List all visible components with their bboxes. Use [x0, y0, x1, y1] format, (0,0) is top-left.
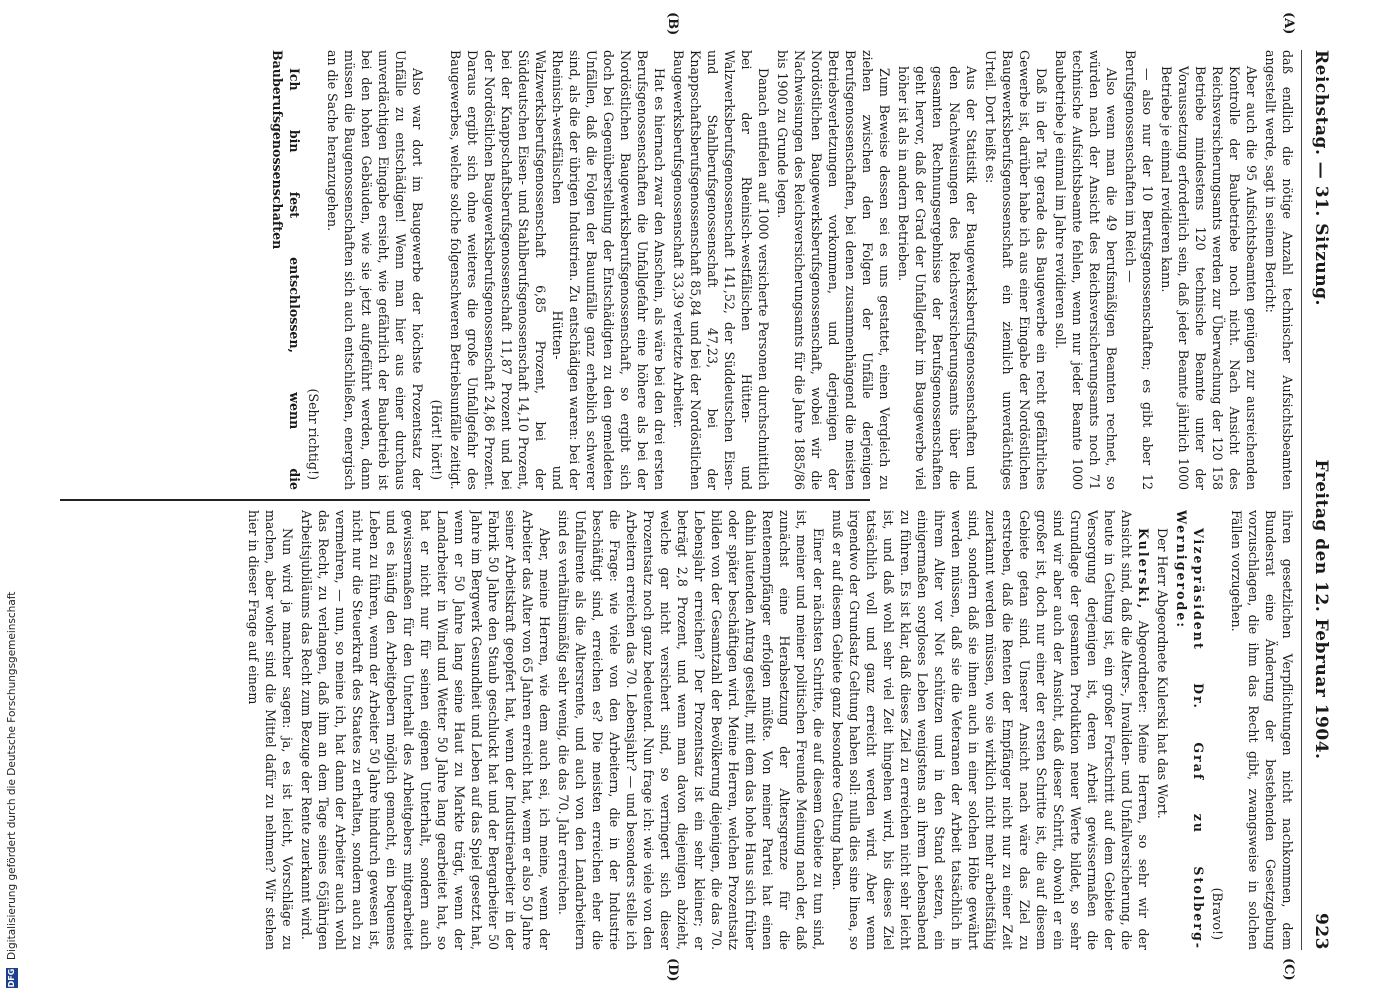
paragraph: Ich bin fest entschlossen, wenn die Bauberufsgenossenschaften [270, 50, 302, 490]
right-column [56, 510, 1296, 950]
paragraph: Nun wird ja mancher sagen: ja, es ist leicht, Vorschläge zu machen, aber woher sind die Mittel dafür zu nehmen? Wir stehen hier in dieser Frage auf einem [246, 510, 295, 950]
quotation: Aber auch die 95 Aufsichtsbeamten genügen zur ausreichenden Kontrolle der Baubetriebe noch nicht. Nach Ansicht des Reichsversicherungsamts werden zur Überwachung der 120 158 Betriebe mindestens 120 technische Beamte unter der Voraussetzung erforderlich sein, daß jeder Beamte jährlich 1000 Betriebe je einmal revidieren kann. [1159, 66, 1259, 490]
interjection: (Sehr richtig!) [306, 388, 321, 480]
paragraph: Hat es hiernach zwar den Anschein, als wäre bei den drei ersten Berufsgenossenschaften die Unfallgefahr eine höhere als bei der Nordöstlichen Baugewerksberufsgenossenschaft, so ergibt sich doch bei Gegenüberstellung der Entschädigten zu den gemeldeten Unfällen, daß die Folgen der Bauunfälle ganz erheblich schwerer sind, als die der übrigen Industrien. Zu entschädigen waren: bei der Rheinisch-westfälischen Hütten- und Walzwerksberufsgenossenschaft 6,85 Prozent, bei der Süddeutschen Eisen- und Stahlberufsgenossenschaft 14,10 Prozent, bei der Knappschaftsberufsgenossenschaft 11,87 Prozent und bei der Nordöstlichen Baugewerksberufsgenossenschaft 24,86 Prozent. Daraus ergibt sich ohne weiteres die große Unfallgefahr des Baugewerbes, welche solche folgenschweren Betriebsunfälle zeitigt. [448, 50, 667, 490]
paragraph: daß endlich die nötige Anzahl technischer Aufsichtsbeamten angestellt werde, sagt in seinem Bericht: [1263, 50, 1295, 490]
paragraph: Zum Beweise dessen sei es uns gestattet, einen Vergleich zu ziehen zwischen den Folgen der Unfälle derjenigen Berufsgenossenschaften, bei denen zusammenhängend die meisten Betriebsverletzungen vorkommen, und derjenigen der Nordöstlichen Baugewerksberufsgenossenschaft, wobei wir die Nachweisungen des Reichsversicherungsamts für die Jahre 1885/86 bis 1900 zu Grunde legen. [775, 50, 892, 490]
rotated-content [40, 12, 1340, 982]
margin-mark-a: (A) [1281, 12, 1296, 35]
dfg-logo: DFG [7, 968, 16, 988]
margin-mark-c: (C) [1281, 958, 1296, 981]
paragraph: Aber, meine Herren, wie dem auch sei, ich meine, wenn der Arbeiter das Alter von 65 Jahren erreicht hat, wenn er also 50 Jahre seiner Arbeitskraft geopfert hat, wenn der Industriearbeiter in der Fabrik 50 Jahre den Staub geschluckt hat und der Bergarbeiter 50 Jahre im Bergwerk Gesundheit und Leben auf das Spiel gesetzt hat, wenn er 50 Jahre lang seine Haut zu Markte trägt, wenn der Landarbeiter in Wind und Wetter 50 Jahre lang gearbeitet hat, so hat er nicht nur für seinen eigenen Unterhalt, sondern auch gewissermaßen für den Unterhalt des Arbeitgebers mitgearbeitet und es häufig den Arbeitgebern möglich gemacht, ein bequemes Leben zu führen, wenn der Arbeiter 50 Jahre hindurch gewesen ist, nicht nur die Steuerkraft des Staates zu erhalten, sondern auch zu vermehren, — nun, so meine ich, hat dann der Arbeiter auch wohl das Recht, zu verlangen, daß ihm an dem Tage seines 65jährigen Arbeitsjubiläums das Recht zum Bezuge der Rente zuerkannt wird. [299, 510, 552, 950]
funding-note [4, 0, 20, 1000]
paragraph: Daß in der Tat gerade das Baugewerbe ein recht gefährliches Gewerbe ist, darüber habe ich aus einer Eingabe der Nordöstlichen Baugewerksberufsgenossenschaft ein ziemlich unverdächtiges Urteil. Dort heißt es: [983, 50, 1049, 490]
header-session: Reichstag. — 31. Sitzung. [1311, 50, 1331, 306]
footer-strip [0, 0, 24, 1000]
page-body [40, 12, 1340, 982]
interjection: (Bravo!) [1210, 887, 1225, 940]
paragraph: Also wenn man die 49 berufsmäßigen Beamten rechnet, so würden nach der Ansicht des Reichsversicherungsamts noch 71 technische Aufsichtsbeamte fehlen, wenn nur jeder Beamte 1000 Baubetriebe je einmal im Jahre revidieren soll. [1053, 50, 1119, 490]
funding-text: Digitalisierung gefördert durch die Deutsche Forschungsgemeinschaft [6, 591, 18, 960]
margin-mark-b: (B) [665, 12, 680, 36]
quotation: Aus der Statistik der Baugewerksberufsgenossenschaften und den Nachweisungen des Reichsversicherungsamts über die gesamten Rechnungsergebnisse der Berufsgenossenschaften geht hervor, daß der Grad der Unfallgefahr im Baugewerbe viel höher ist als in andern Betrieben. [896, 66, 979, 490]
paragraph: — also nur der 10 Berufsgenossenschaften; es gibt aber 12 Berufsgenossenschaften im Reich — [1123, 50, 1155, 490]
page-header [1301, 50, 1340, 950]
paragraph: Einer der nächsten Schritte, die auf diesem Gebiete zu tun sind, ist, meiner und meiner politischen Freunde Meinung nach der, daß zunächst eine Herabsetzung der Altersgrenze für die Rentenempfänger erfolgen müßte. Von meiner Partei hat einen dahin lautenden Antrag gestellt, mit dem das hohe Haus sich früher oder später beschäftigen wird. Meine Herren, welchen Prozentsatz bilden von der Gesamtzahl der Bevölkerung diejenigen, die das 70. Lebensjahr erreichen? Der Prozentsatz ist ein sehr kleiner; er beträgt 2,8 Prozent, und wenn man davon diejenigen abzieht, welche gar nicht versichert sind, so verringert sich dieser Prozentsatz noch ganz bedeutend. Nun frage ich: wie viele von den Arbeitern erreichen das 70. Lebensjahr? — und besonders stelle ich die Frage: wie viele von den Arbeitern, die in der Industrie beschäftigt sind, erreichen es? Die meisten erreichen eher die Unfallrente als die Altersrente, und auch von den Landarbeitern sind es verhältnismäßig sehr wenig, die das 70. Jahr erreichen. [556, 510, 826, 950]
interjection: (Hört! hört!) [429, 399, 444, 480]
margin-mark-d: (D) [665, 958, 680, 982]
paragraph: Abgeordneter: Meine Herren, so sehr wir der Ansicht sind, daß die Alters-, Invaliden- und Unfallversicherung, die heute in Geltung ist, ein großer Fortschritt auf dem Gebiete der Versorgung derjenigen ist, deren Arbeit gewissermaßen die Grundlage der gesamten Produktion neuer Werte bildet, so sehr sind wir aber auch der Ansicht, daß dieser Schritt, obwohl er ein großer ist, doch nur einer der ersten Schritte ist, die auf diesem Gebiete getan sind. Unserer Ansicht nach wäre das Ziel zu erstreben, daß die Renten der Empfänger nicht nur zu einer Zeit zuerkannt werden müssen, wo sie wirklich nicht mehr arbeitsfähig sind, sondern daß sie ihnen auch in einer solchen Höhe gewährt werden müssen, daß sie die Veteranen der Arbeit tatsächlich in ihrem Alter vor Not schützen und in den Stand setzen, ein einigermaßen sorgloses Leben wenigstens an ihrem Lebensabend zu führen. Es ist klar, daß dieses Ziel zu erreichen nicht sehr leicht ist, und daß wohl sehr viel Zeit hingehen wird, bis dieses Ziel tatsächlich voll und ganz erreicht werden wird. Aber wenn irgendwo der Grundsatz Geltung haben soll: nulla dies sine linea, so muß er auf diesem Gebiete ganz besondere Geltung haben. [830, 510, 1151, 950]
left-column [56, 50, 1296, 490]
paragraph: Danach entfielen auf 1000 versicherte Personen durchschnittlich bei der Rheinisch-westfälischen Hütten- und Walzwerksberufsgenossenschaft 141,52, der Süddeutschen Eisen- und Stahlberufsgenossenschaft 47,23, bei der Knappschaftsberufsgenossenschaft 85,84 und bei der Nordöstlichen Baugewerksberufsgenossenschaft 33,39 verletzte Arbeiter. [671, 50, 771, 490]
paragraph: Also war dort im Baugewerbe der höchste Prozentsatz der Unfälle zu entschädigen! Wenn man hier aus einer durchaus unverdächtigen Eingabe ersieht, wie gefährlich der Baubetrieb ist bei den hohen Gebäuden, wie sie jetzt aufgeführt werden, dann müssen die Baugenossenschaften sich auch entschließen, energisch an die Sache heranzugehen. [325, 50, 425, 490]
page-number: 923 [1311, 913, 1331, 950]
speaker-name: Kulerski, [1136, 528, 1151, 611]
paragraph: ihren gesetzlichen Verpflichtungen nicht nachkommen, dem Bundesrat eine Änderung der bestehenden Gesetzgebung vorzuschlagen, die ihm das Recht gibt, zwangsweise in solchen Fällen vorzugehen. [1229, 510, 1295, 950]
header-date: Freitag den 12. Februar 1904. [1311, 459, 1331, 760]
speaker-line: Der Herr Abgeordnete Kulerski hat das Wort. [1155, 528, 1170, 819]
column-divider [60, 499, 870, 501]
speaker-intro: Vizepräsident Dr. Graf zu Stolberg-Wernigerode: [1174, 510, 1206, 950]
